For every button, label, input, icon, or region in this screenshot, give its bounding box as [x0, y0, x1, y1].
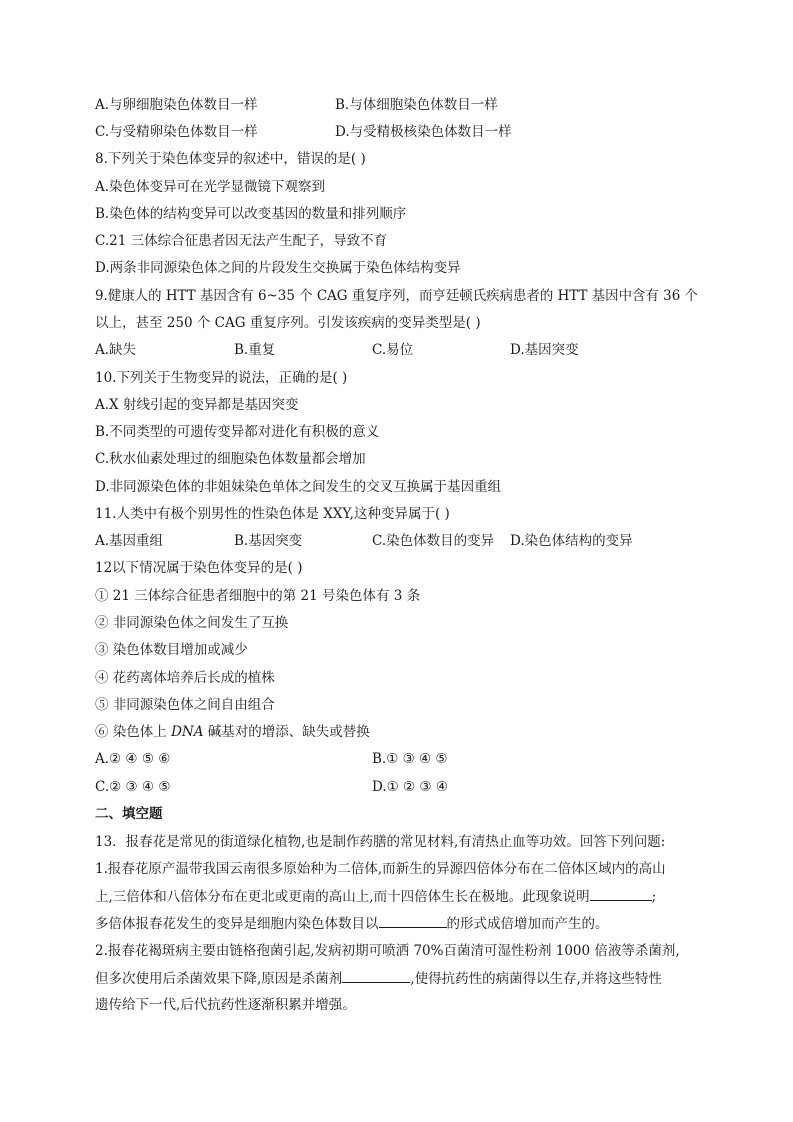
q12-item-6	[95, 722, 370, 742]
q13-part1-line-1: 1.报春花原产温带我国云南很多原始种为二倍体,而新生的异源四倍体分布在二倍体区域内的高山	[95, 861, 666, 877]
q13-part1-line-2-end: ;	[651, 889, 657, 905]
q12-item-6-prefix: ⑥ 染色体上	[95, 724, 172, 740]
q10-option-b: B.不同类型的可遗传变异都对进化有积极的意义	[95, 424, 380, 440]
q13-part2-line-3: 遗传给下一代,后代抗药性逐渐积累并增强。	[95, 997, 356, 1013]
q13-stem: 13．报春花是常见的街道绿化植物,也是制作药膳的常见材料,有清热止血等功效。回答下列问题:	[95, 834, 666, 850]
q11-stem: 11.人类中有极个别男性的性染色体是 XXY,这种变异属于( )	[95, 506, 450, 522]
q12-option-b: B.① ③ ④ ⑤	[372, 751, 448, 767]
answer-blank-1[interactable]	[590, 886, 652, 901]
q10-option-a: A.X 射线引起的变异都是基因突变	[95, 397, 299, 413]
q13-part1-line-3-text-b: 的形式成倍增加而产生的。	[446, 916, 609, 932]
q10-stem: 10.下列关于生物变异的说法，正确的是( )	[95, 370, 348, 386]
q9-option-d: D.基因突变	[510, 342, 579, 358]
q10-option-c: C.秋水仙素处理过的细胞染色体数量都会增加	[95, 451, 366, 467]
q13-part1-line-3-text-a: 多倍体报春花发生的变异是细胞内染色体数目以	[95, 916, 379, 932]
q12-item-5: ⑤ 非同源染色体之间自由组合	[95, 697, 275, 713]
q12-item-4: ④ 花药离体培养后长成的植株	[95, 670, 275, 686]
q12-option-c: C.② ③ ④ ⑤	[95, 779, 171, 795]
q10-option-d: D.非同源染色体的非姐妹染色单体之间发生的交叉互换属于基因重组	[95, 479, 502, 495]
q7-option-b: B.与体细胞染色体数目一样	[335, 97, 498, 113]
q7-option-a: A.与卵细胞染色体数目一样	[95, 97, 258, 113]
q8-option-d: D.两条非同源染色体之间的片段发生交换属于染色体结构变异	[95, 260, 461, 276]
q8-option-b: B.染色体的结构变异可以改变基因的数量和排列顺序	[95, 206, 407, 222]
q8-option-c: C.21 三体综合征患者因无法产生配子，导致不育	[95, 233, 388, 249]
q12-option-a: A.② ④ ⑤ ⑥	[95, 751, 171, 767]
section-title-fill-in: 二、填空题	[95, 806, 163, 822]
q13-part2-line-1: 2.报春花褐斑病主要由链格孢菌引起,发病初期可喷洒 70%百菌清可湿性粉剂 1000 倍液等杀菌剂,	[95, 943, 680, 959]
q12-item-6-suffix: 碱基对的增添、缺失或替换	[203, 724, 370, 740]
q11-option-b: B.基因突变	[234, 533, 303, 549]
q7-option-d: D.与受精极核染色体数目一样	[335, 124, 512, 140]
q13-part1-line-2-text: 上,三倍体和八倍体分布在更北或更南的高山上,而十四倍体生长在极地。此现象说明	[95, 889, 590, 905]
q12-item-1: ① 21 三体综合征患者细胞中的第 21 号染色体有 3 条	[95, 588, 421, 604]
q11-option-d: D.染色体结构的变异	[510, 533, 633, 549]
q13-part1-line-2	[95, 886, 656, 907]
q12-item-2: ② 非同源染色体之间发生了互换	[95, 615, 289, 631]
answer-blank-2[interactable]	[379, 913, 447, 928]
q9-option-b: B.重复	[234, 342, 276, 358]
q13-part1-line-3	[95, 913, 609, 934]
q9-stem-line-2: 以上，甚至 250 个 CAG 重复序列。引发该疾病的变异类型是( )	[95, 315, 481, 331]
q8-option-a: A.染色体变异可在光学显微镜下观察到	[95, 179, 326, 195]
q12-item-3: ③ 染色体数目增加或减少	[95, 642, 248, 658]
q9-option-c: C.易位	[372, 342, 414, 358]
q12-item-6-dna: DNA	[171, 724, 204, 740]
q13-part2-line-2-text-a: 但多次使用后杀菌效果下降,原因是杀菌剂	[95, 971, 343, 987]
q13-part2-line-2-text-b: ,使得抗药性的病菌得以生存,并将这些特性	[410, 971, 662, 987]
q13-part2-line-2	[95, 968, 662, 989]
q8-stem: 8.下列关于染色体变异的叙述中，错误的是( )	[95, 151, 366, 167]
q9-option-a: A.缺失	[95, 342, 137, 358]
q7-option-c: C.与受精卵染色体数目一样	[95, 124, 258, 140]
q9-stem-line-1: 9.健康人的 HTT 基因含有 6~35 个 CAG 重复序列，而亨廷顿氏疾病患者的 HTT 基因中含有 36 个	[95, 288, 698, 304]
answer-blank-3[interactable]	[342, 968, 410, 983]
q11-option-a: A.基因重组	[95, 533, 164, 549]
q11-option-c: C.染色体数目的变异	[372, 533, 495, 549]
q12-option-d: D.① ② ③ ④	[372, 779, 448, 795]
q12-stem: 12以下情况属于染色体变异的是( )	[95, 560, 303, 576]
